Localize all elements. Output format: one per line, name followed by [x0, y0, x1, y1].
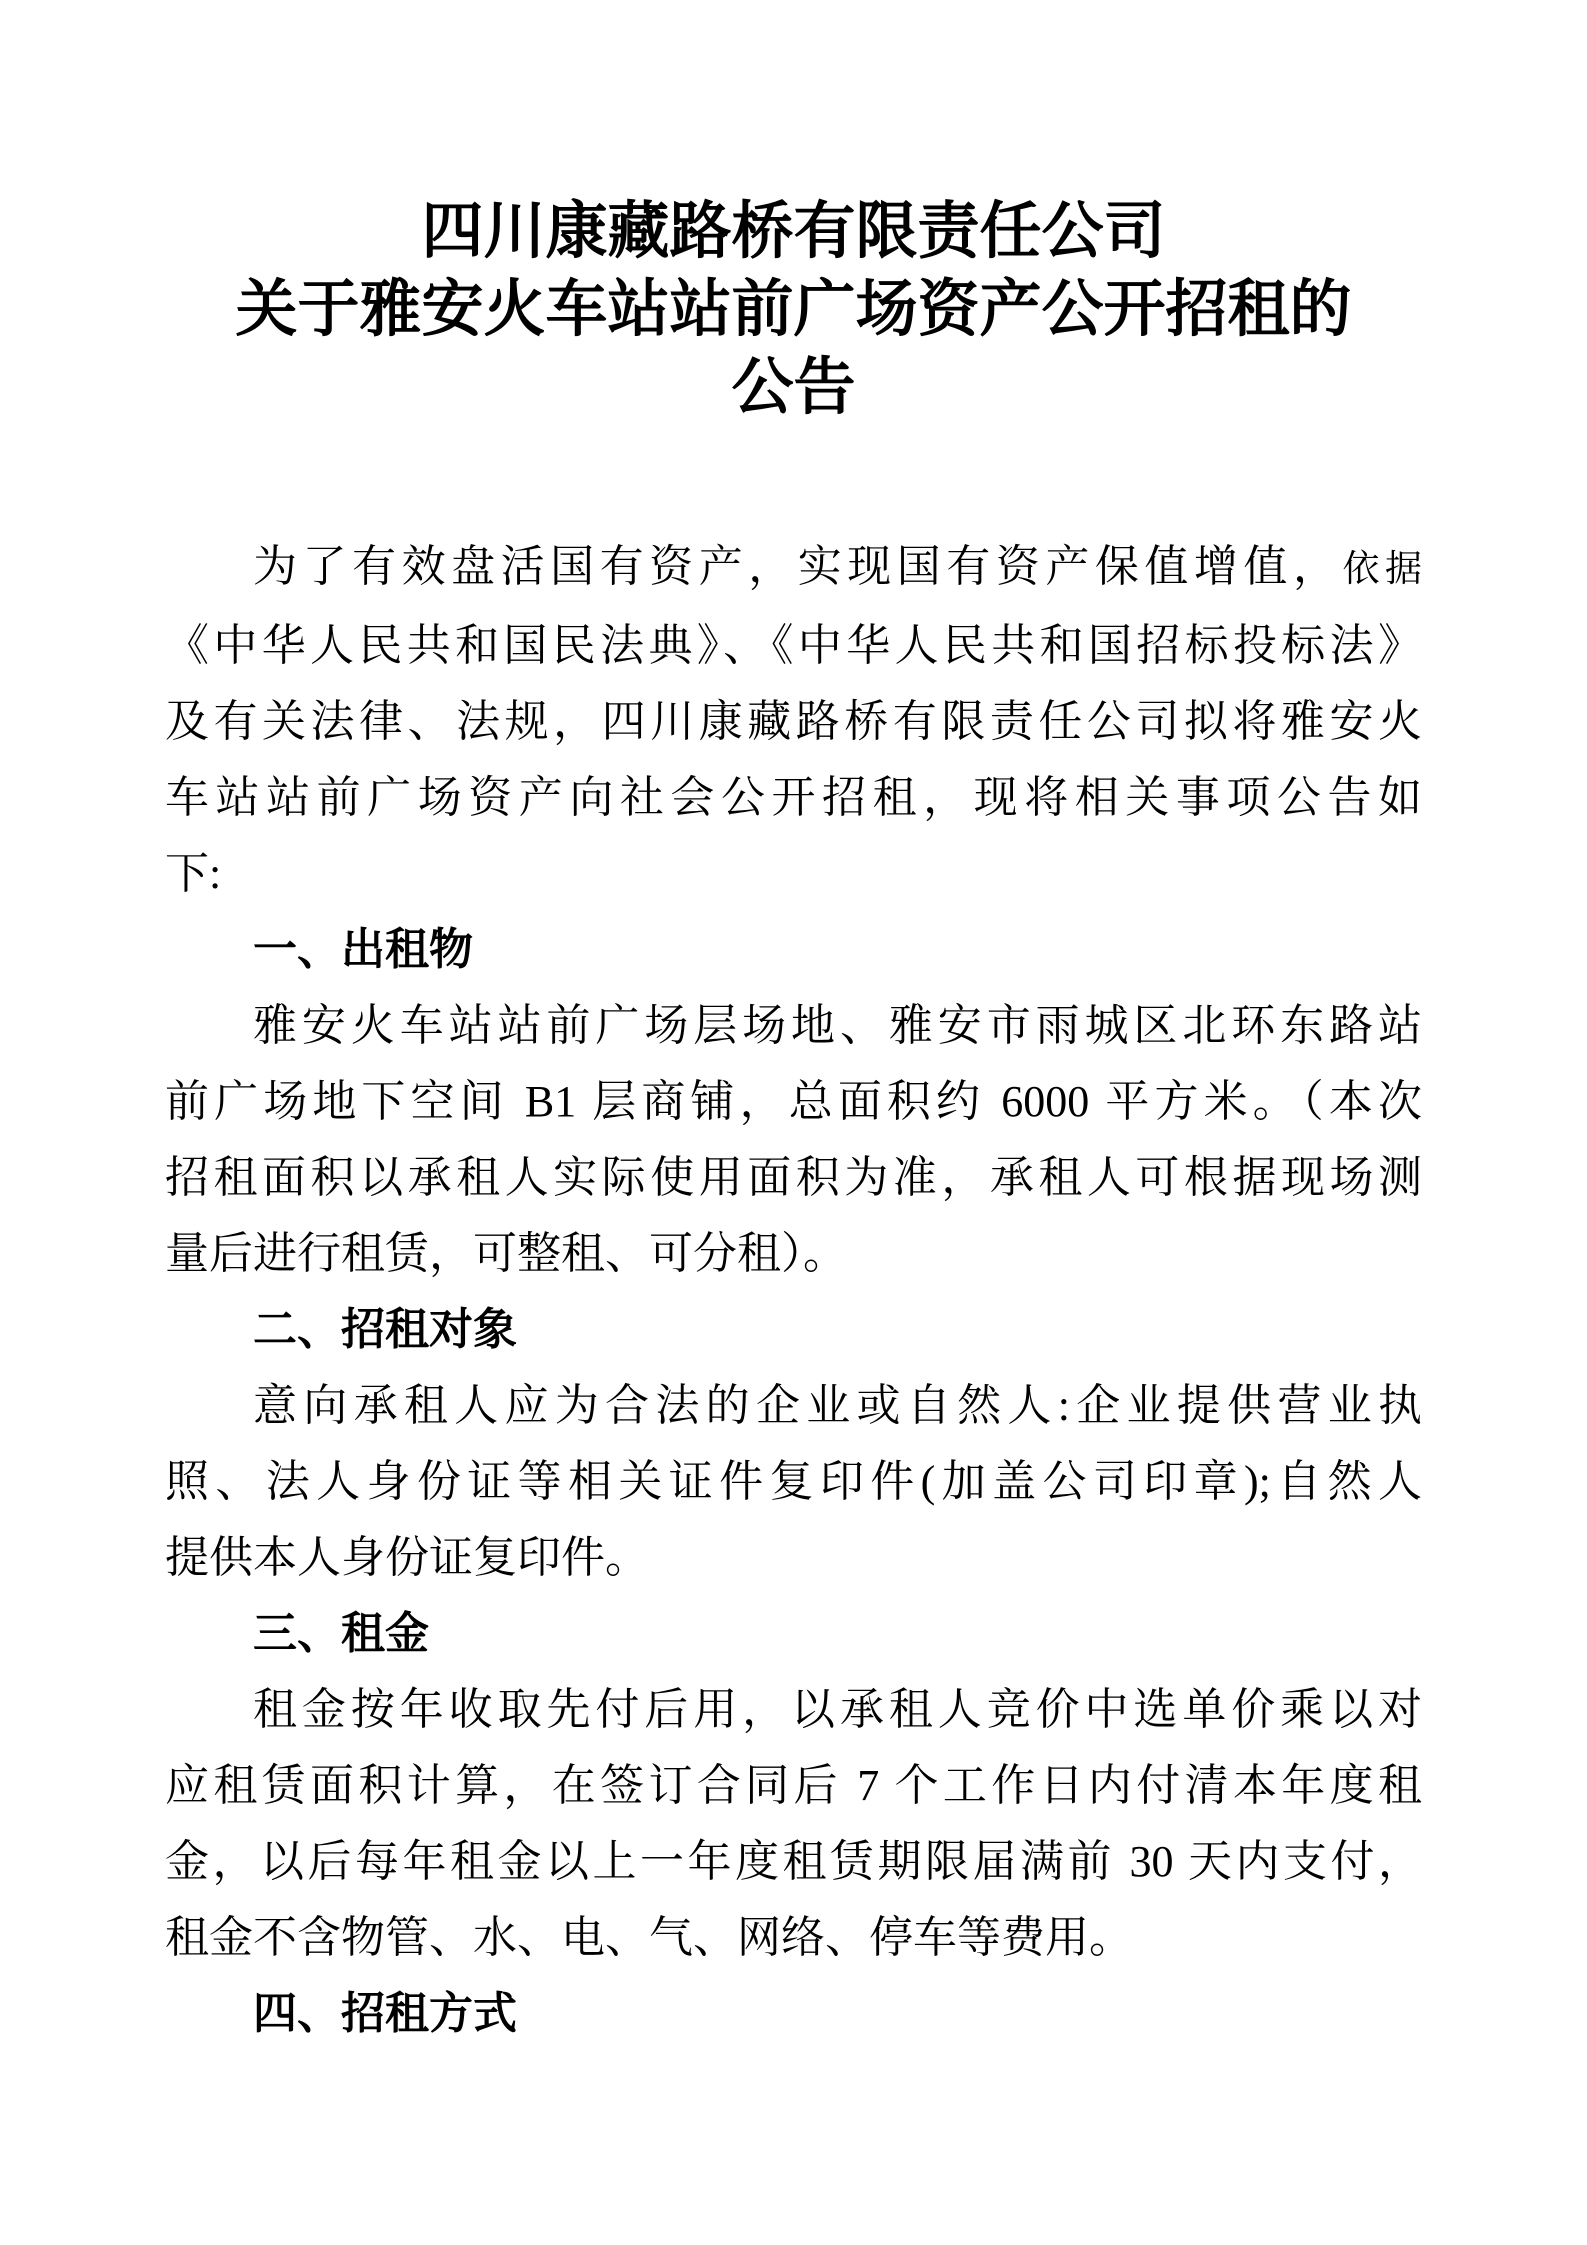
intro-line-2: 《中华人民共和国民法典》、《中华人民共和国招标投标法》	[165, 621, 1422, 670]
section-2	[165, 1292, 1422, 1596]
section-3-line-1: 租金按年收取先付后用，以承租人竞价中选单价乘以对	[253, 1685, 1422, 1734]
intro-line-1	[165, 529, 1422, 608]
title-line-1: 四川康藏路桥有限责任公司	[421, 198, 1166, 266]
intro-line-4: 车站站前广场资产向社会公开招租，现将相关事项公告如	[165, 773, 1422, 822]
document-title	[165, 193, 1422, 427]
document-body	[165, 529, 1422, 2052]
section-3-line-2: 应租赁面积计算，在签订合同后 7 个工作日内付清本年度租	[165, 1761, 1422, 1810]
intro-line-5: 下:	[165, 849, 222, 898]
intro-paragraph	[165, 529, 1422, 912]
section-1-line-4: 量后进行租赁，可整租、可分租）。	[165, 1229, 847, 1278]
section-3	[165, 1596, 1422, 1976]
section-4	[165, 1976, 1422, 2052]
section-1-line-2: 前广场地下空间 B1 层商铺，总面积约 6000 平方米。（本次	[165, 1077, 1422, 1126]
title-line-2: 关于雅安火车站站前广场资产公开招租的	[235, 276, 1352, 344]
section-1	[165, 912, 1422, 1292]
section-3-line-3: 金，以后每年租金以上一年度租赁期限届满前 30 天内支付，	[165, 1837, 1422, 1886]
section-2-line-3: 提供本人身份证复印件。	[165, 1533, 649, 1582]
title-line-3: 公告	[731, 354, 856, 422]
section-2-line-2: 照、法人身份证等相关证件复印件(加盖公司印章);自然人	[165, 1457, 1422, 1506]
section-1-heading: 一、出租物	[253, 925, 473, 974]
section-3-line-4: 租金不含物管、水、电、气、网络、停车等费用。	[165, 1913, 1133, 1962]
section-2-heading: 二、招租对象	[253, 1305, 517, 1354]
section-3-heading: 三、租金	[253, 1609, 429, 1658]
intro-line-1-main: 为了有效盘活国有资产，实现国有资产保值增值，	[253, 542, 1343, 591]
intro-line-3: 及有关法律、法规，四川康藏路桥有限责任公司拟将雅安火	[165, 697, 1422, 746]
intro-line-1-suffix: 依据	[1342, 549, 1423, 590]
section-4-heading: 四、招租方式	[253, 1989, 517, 2038]
section-2-line-1: 意向承租人应为合法的企业或自然人:企业提供营业执	[253, 1381, 1422, 1430]
section-1-line-3: 招租面积以承租人实际使用面积为准，承租人可根据现场测	[165, 1153, 1422, 1202]
section-1-line-1: 雅安火车站站前广场层场地、雅安市雨城区北环东路站	[253, 1001, 1422, 1050]
